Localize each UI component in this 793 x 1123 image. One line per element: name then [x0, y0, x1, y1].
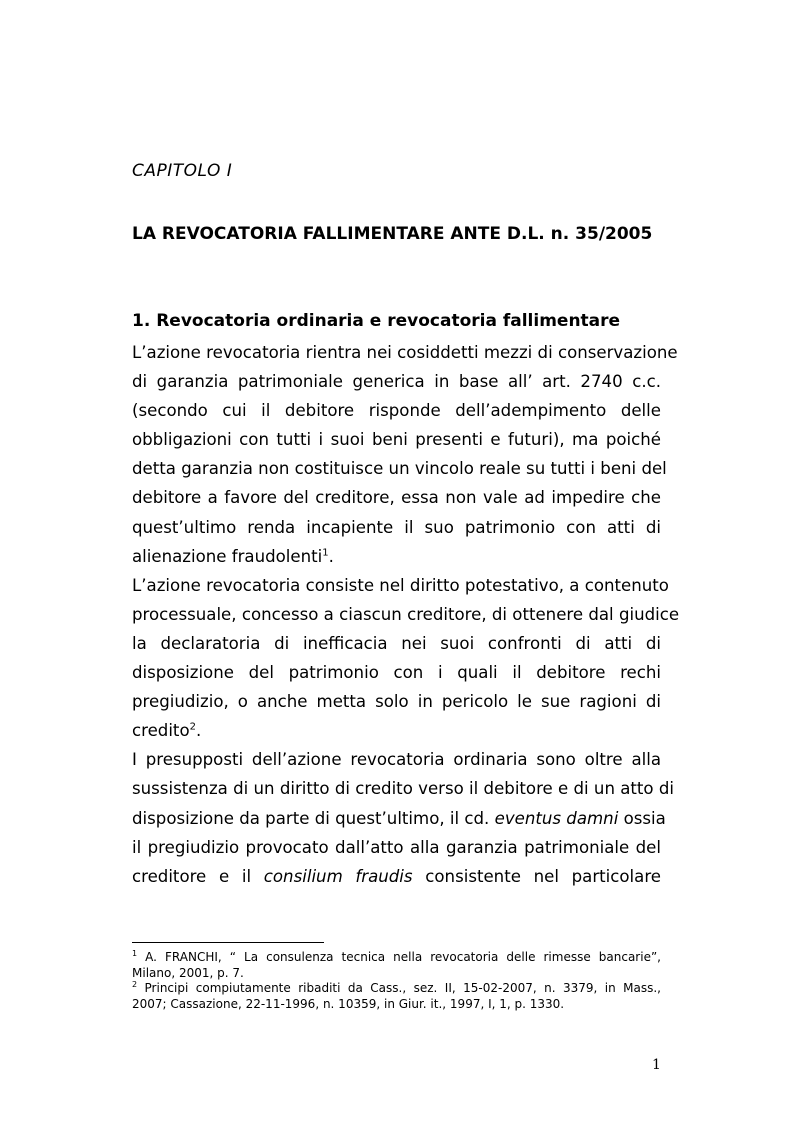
body-line: disposizione del patrimonio con i quali il debitore rechi: [132, 663, 661, 683]
body-line: detta garanzia non costituisce un vincolo reale su tutti i beni del: [132, 459, 667, 479]
body-line: la declaratoria di inefficacia nei suoi confronti di atti di: [132, 633, 661, 653]
footnote-separator: [132, 942, 324, 943]
footnotes: [132, 950, 661, 1012]
body-line: [132, 804, 666, 833]
section-heading: 1. Revocatoria ordinaria e revocatoria fallimentare: [132, 311, 621, 331]
chapter-title: LA REVOCATORIA FALLIMENTARE ANTE D.L. n. 35/2005: [132, 224, 653, 244]
latin-term: consilium fraudis: [263, 866, 413, 886]
body-line: pregiudizio, o anche metta solo in pericolo le sue ragioni di: [132, 692, 661, 712]
footnote-ref-1[interactable]: 1: [322, 547, 329, 559]
body-line-text: ossia: [618, 808, 666, 828]
body-line-text: credito: [132, 721, 190, 741]
footnote-ref-2[interactable]: 2: [189, 721, 196, 733]
body-line-text: consistente nel particolare: [412, 866, 661, 886]
body-line: [132, 862, 661, 891]
chapter-label: CAPITOLO I: [132, 161, 233, 181]
body-line: di garanzia patrimoniale generica in base all’ art. 2740 c.c.: [132, 372, 661, 392]
body-line-end: .: [195, 721, 202, 741]
body-line-end: .: [328, 546, 334, 566]
body-line: debitore a favore del creditore, essa non vale ad impedire che: [132, 488, 661, 508]
footnote-2-cont: 2007; Cassazione, 22-11-1996, n. 10359, in Giur. it., 1997, I, 1, p. 1330.: [132, 996, 565, 1011]
page-number: 1: [652, 1057, 661, 1073]
body-line: [132, 716, 661, 745]
footnote-2: [132, 981, 661, 997]
body-line: L’azione revocatoria consiste nel diritto potestativo, a contenuto: [132, 575, 669, 595]
body-line: sussistenza di un diritto di credito verso il debitore e di un atto di: [132, 779, 674, 799]
footnote-text: A. FRANCHI, “ La consulenza tecnica nella revocatoria delle rimesse bancarie”,: [137, 950, 661, 964]
body-line: (secondo cui il debitore risponde dell’adempimento delle: [132, 401, 661, 421]
footnote-text: Principi compiutamente ribaditi da Cass., sez. II, 15-02-2007, n. 3379, in Mass.,: [137, 981, 661, 995]
body-line: I presupposti dell’azione revocatoria ordinaria sono oltre alla: [132, 750, 661, 770]
footnote-1: [132, 950, 661, 966]
body-line: L’azione revocatoria rientra nei cosiddetti mezzi di conservazione: [132, 343, 678, 362]
body-line: il pregiudizio provocato dall’atto alla garanzia patrimoniale del: [132, 837, 661, 857]
body-line: obbligazioni con tutti i suoi beni presenti e futuri), ma poiché: [132, 430, 661, 450]
body-line: processuale, concesso a ciascun creditore, di ottenere dal giudice: [132, 604, 680, 624]
body-line-text: creditore e il: [132, 866, 264, 886]
body-text: [132, 338, 680, 891]
body-line: [132, 542, 661, 571]
footnote-mark-2: 2: [132, 980, 138, 989]
footnote-1-cont: Milano, 2001, p. 7.: [132, 965, 244, 980]
body-line: quest’ultimo renda incapiente il suo patrimonio con atti di: [132, 517, 661, 537]
latin-term: eventus damni: [494, 808, 619, 828]
body-line-text: disposizione da parte di quest’ultimo, il cd.: [132, 808, 495, 828]
body-line-text: alienazione fraudolenti: [132, 546, 323, 566]
footnote-mark-1: 1: [132, 949, 138, 958]
